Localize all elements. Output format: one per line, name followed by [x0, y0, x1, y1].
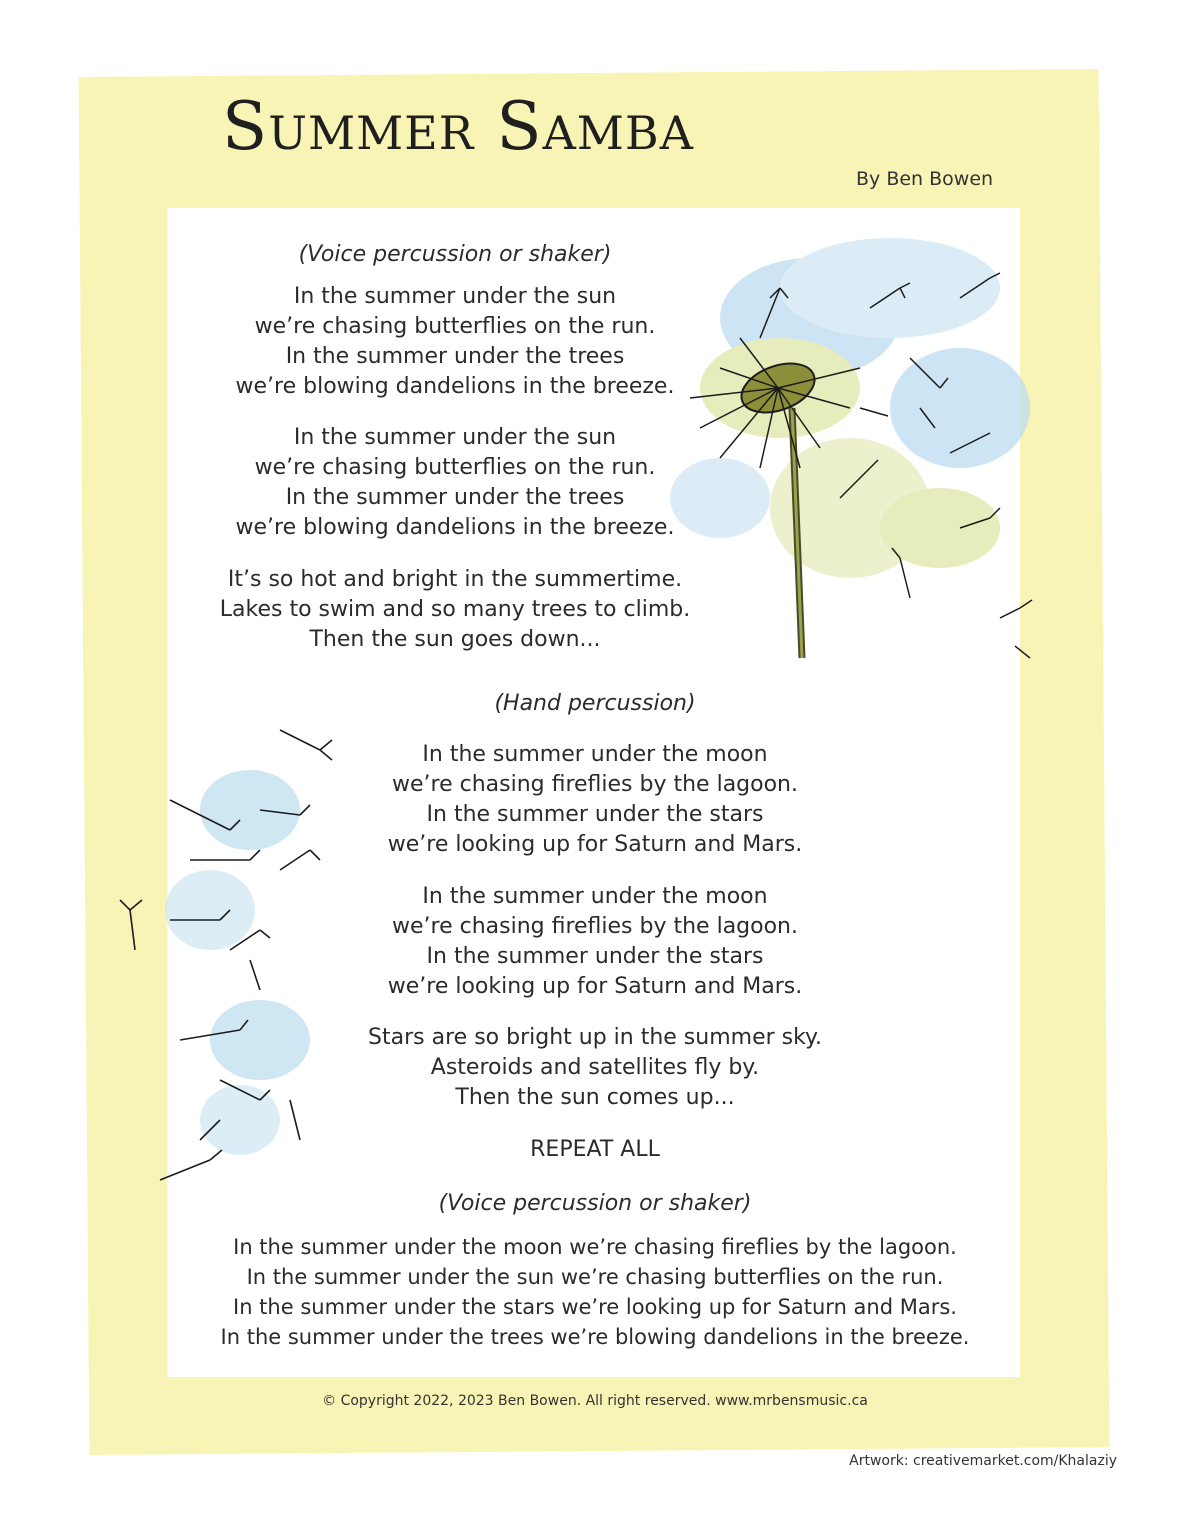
lyric-line: we’re chasing fireflies by the lagoon.	[391, 914, 798, 939]
verse-moon-1	[340, 740, 850, 860]
artwork-credit: Artwork: creativemarket.com/Khalaziy	[849, 1453, 1117, 1469]
lyric-line: Asteroids and satellites fly by.	[430, 1055, 760, 1080]
dandelion-seeds-illustration	[110, 720, 350, 1200]
lyric-line: we’re chasing butterflies on the run.	[254, 314, 656, 339]
lyric-line: In the summer under the sun	[293, 284, 617, 309]
lyric-line: In the summer under the stars we’re looking up for Saturn and Mars.	[233, 1295, 957, 1319]
lyric-line: In the summer under the moon we’re chasing fireflies by the lagoon.	[233, 1235, 957, 1259]
cue-voice-percussion-final: (Voice percussion or shaker)	[438, 1191, 752, 1216]
lyric-line: we’re blowing dandelions in the breeze.	[235, 515, 675, 540]
lyric-line: In the summer under the stars	[426, 944, 764, 969]
lyric-line: In the summer under the moon	[422, 742, 768, 767]
lyric-line: In the summer under the moon	[422, 884, 768, 909]
lyric-line: It’s so hot and bright in the summertime.	[227, 567, 683, 592]
lyric-line: we’re chasing fireflies by the lagoon.	[391, 772, 798, 797]
verse-moon-2	[340, 882, 850, 1002]
copyright-notice: © Copyright 2022, 2023 Ben Bowen. All right reserved. www.mrbensmusic.ca	[322, 1393, 868, 1409]
lyric-line: In the summer under the sun we’re chasing butterflies on the run.	[246, 1265, 944, 1289]
lyric-line: In the summer under the sun	[293, 425, 617, 450]
bridge-summertime	[210, 565, 700, 655]
cue-hand-percussion: (Hand percussion)	[494, 691, 696, 716]
repeat-instruction: REPEAT ALL	[530, 1137, 660, 1162]
lyric-line: In the summer under the trees	[285, 344, 625, 369]
lyric-line: In the summer under the trees	[285, 485, 625, 510]
lyric-line: we’re blowing dandelions in the breeze.	[235, 374, 675, 399]
finale-verse	[175, 1232, 1015, 1352]
lyric-line: we’re looking up for Saturn and Mars.	[387, 974, 803, 999]
lyric-line: Stars are so bright up in the summer sky.	[368, 1025, 822, 1050]
lyric-line: Then the sun comes up...	[455, 1085, 735, 1110]
verse-sun-1	[210, 282, 700, 402]
bridge-summer-sky	[340, 1023, 850, 1113]
cue-voice-percussion: (Voice percussion or shaker)	[298, 242, 612, 267]
verse-sun-2	[210, 423, 700, 543]
lyric-line: In the summer under the stars	[426, 802, 764, 827]
dandelion-illustration	[660, 228, 1040, 688]
lyric-line: we’re chasing butterflies on the run.	[254, 455, 656, 480]
lyric-line: In the summer under the trees we’re blowing dandelions in the breeze.	[220, 1325, 970, 1349]
lyric-line: we’re looking up for Saturn and Mars.	[387, 832, 803, 857]
byline: By Ben Bowen	[856, 168, 994, 190]
lyric-line: Then the sun goes down...	[309, 627, 601, 652]
page-title: Summer Samba	[222, 88, 694, 165]
lyric-line: Lakes to swim and so many trees to climb.	[219, 597, 691, 622]
